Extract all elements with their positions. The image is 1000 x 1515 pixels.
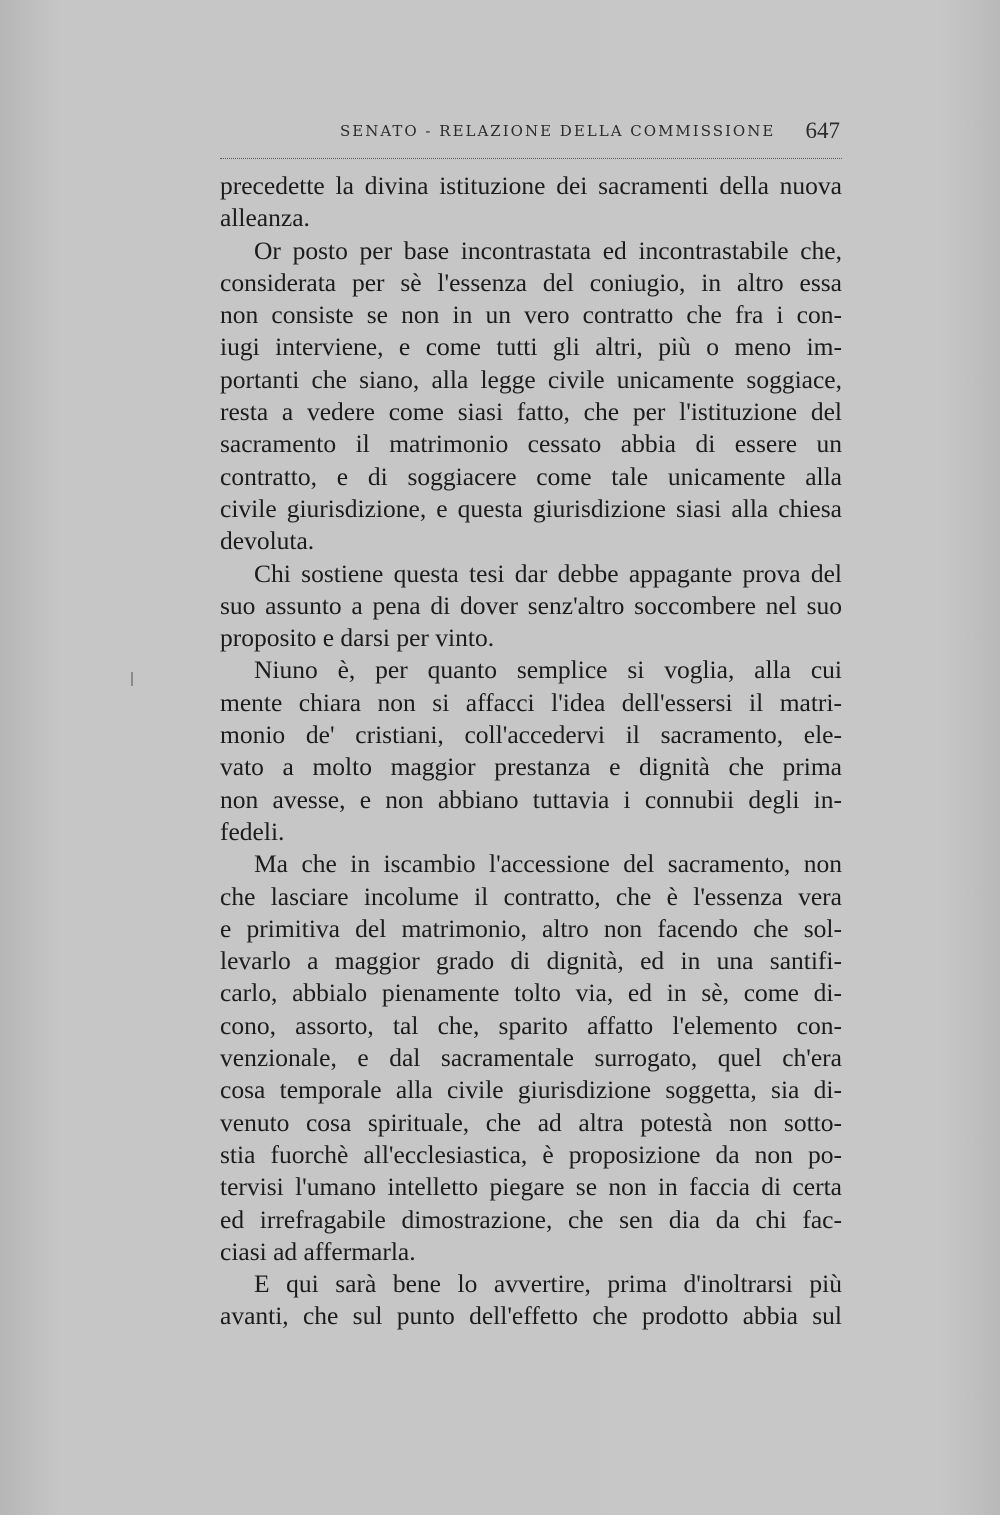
text-line: monio de' cristiani, coll'accedervi il sacramento, ele-	[220, 720, 842, 750]
body-text	[220, 170, 842, 1333]
text-line: portanti che siano, alla legge civile unicamente soggiace,	[220, 364, 842, 394]
text-line: non consiste se non in un vero contratto che fra i con-	[220, 300, 842, 330]
text-line: sacramento il matrimonio cessato abbia di essere un	[220, 429, 842, 459]
text-line: mente chiara non si affacci l'idea dell'essersi il matri-	[220, 687, 842, 717]
text-line: resta a vedere come siasi fatto, che per l'istituzione del	[220, 397, 842, 427]
text-line: cosa temporale alla civile giurisdizione soggetta, sia di-	[220, 1075, 842, 1105]
text-line: venuto cosa spirituale, che ad altra potestà non sotto-	[220, 1107, 842, 1137]
text-line: iugi interviene, e come tutti gli altri, più o meno im-	[220, 332, 842, 362]
text-line: levarlo a maggior grado di dignità, ed in una santifi-	[220, 946, 842, 976]
text-line: civile giurisdizione, e questa giurisdizione siasi alla chiesa	[220, 493, 842, 523]
text-line: devoluta.	[220, 526, 315, 556]
text-line: contratto, e di soggiacere come tale unicamente alla	[220, 461, 842, 491]
text-line: Or posto per base incontrastata ed incontrastabile che,	[254, 235, 842, 265]
text-line: fedeli.	[220, 816, 285, 846]
text-line: suo assunto a pena di dover senz'altro soccombere nel suo	[220, 590, 842, 620]
running-title: SENATO - RELAZIONE DELLA COMMISSIONE	[340, 122, 776, 140]
text-line: avanti, che sul punto dell'effetto che prodotto abbia sul	[220, 1301, 842, 1331]
text-line: proposito e darsi per vinto.	[220, 623, 495, 653]
text-line: vato a molto maggior prestanza e dignità che prima	[220, 752, 842, 782]
text-line: ciasi ad affermarla.	[220, 1236, 416, 1266]
text-line: alleanza.	[220, 203, 310, 233]
text-line: non avesse, e non abbiano tuttavia i connubii degli in-	[220, 784, 842, 814]
text-line: Chi sostiene questa tesi dar debbe appagante prova del	[254, 558, 842, 588]
text-line: considerata per sè l'essenza del coniugio, in altro essa	[220, 267, 842, 297]
text-line: precedette la divina istituzione dei sacramenti della nuova	[220, 171, 842, 200]
text-line: che lasciare incolume il contratto, che è l'essenza vera	[220, 881, 842, 911]
text-line: cono, assorto, tal che, sparito affatto l'elemento con-	[220, 1010, 842, 1040]
text-line: Niuno è, per quanto semplice si voglia, alla cui	[254, 655, 842, 685]
text-line: carlo, abbialo pienamente tolto via, ed in sè, come di-	[220, 978, 842, 1008]
text-line: venzionale, e dal sacramentale surrogato, quel ch'era	[220, 1043, 842, 1073]
text-line: tervisi l'umano intelletto piegare se non in faccia di certa	[220, 1172, 842, 1202]
text-line: E qui sarà bene lo avvertire, prima d'inoltrarsi più	[254, 1269, 842, 1299]
text-line: stia fuorchè all'ecclesiastica, è proposizione da non po-	[220, 1139, 842, 1169]
margin-mark	[131, 672, 133, 686]
text-line: ed irrefragabile dimostrazione, che sen dia da chi fac-	[220, 1204, 842, 1234]
text-line: e primitiva del matrimonio, altro non facendo che sol-	[220, 913, 842, 943]
page-number: 647	[805, 118, 840, 143]
text-line: Ma che in iscambio l'accessione del sacramento, non	[254, 849, 842, 879]
page-header	[220, 118, 842, 159]
